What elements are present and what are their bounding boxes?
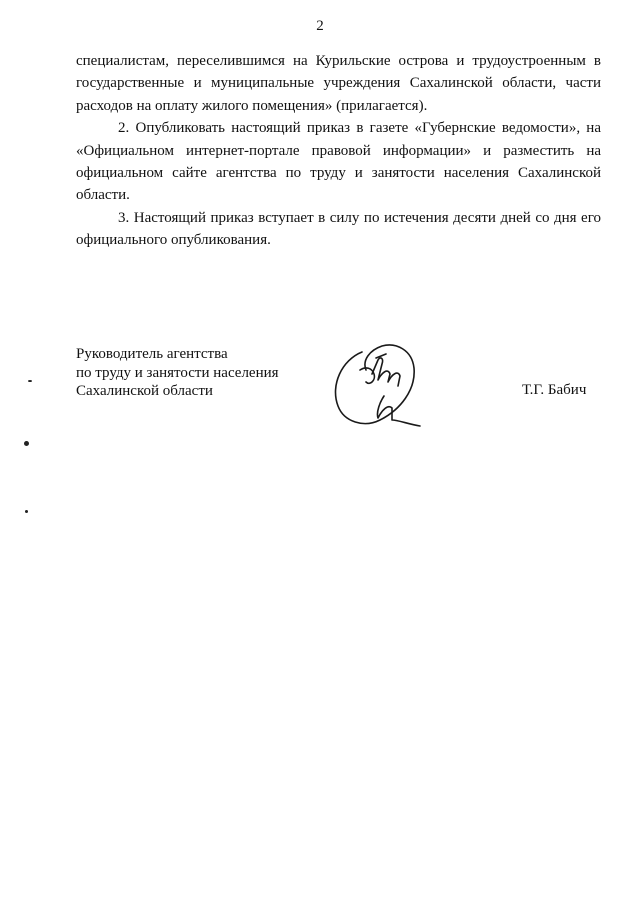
- paragraph-continuation: специалистам, переселившимся на Курильские острова и трудоустроенным в государственные и муниципальные учреждения Сахалинской области, части расходов на оплату жилого помещения» (прилагается).: [76, 53, 601, 114]
- document-body: [76, 50, 601, 252]
- scan-speck: [25, 510, 28, 513]
- position-line-3: Сахалинской области: [76, 383, 213, 399]
- page-number: 2: [316, 18, 324, 34]
- handwritten-signature: [322, 330, 442, 440]
- paragraph-3: 3. Настоящий приказ вступает в силу по истечения десяти дней со дня его официального опубликования.: [76, 209, 601, 249]
- position-line-2: по труду и занятости населения: [76, 364, 279, 381]
- scan-speck: [24, 441, 29, 446]
- signatory-position: [76, 345, 279, 401]
- scan-speck: [28, 380, 32, 382]
- position-line-1: Руководитель агентства: [76, 346, 228, 362]
- signer-name: Т.Г. Бабич: [522, 382, 587, 398]
- paragraph-2: 2. Опубликовать настоящий приказ в газете «Губернские ведомости», на «Официальном интернет-портале правовой информации» и разместить на официальном сайте агентства по труду и занятости населения Сахалинской области.: [76, 120, 601, 204]
